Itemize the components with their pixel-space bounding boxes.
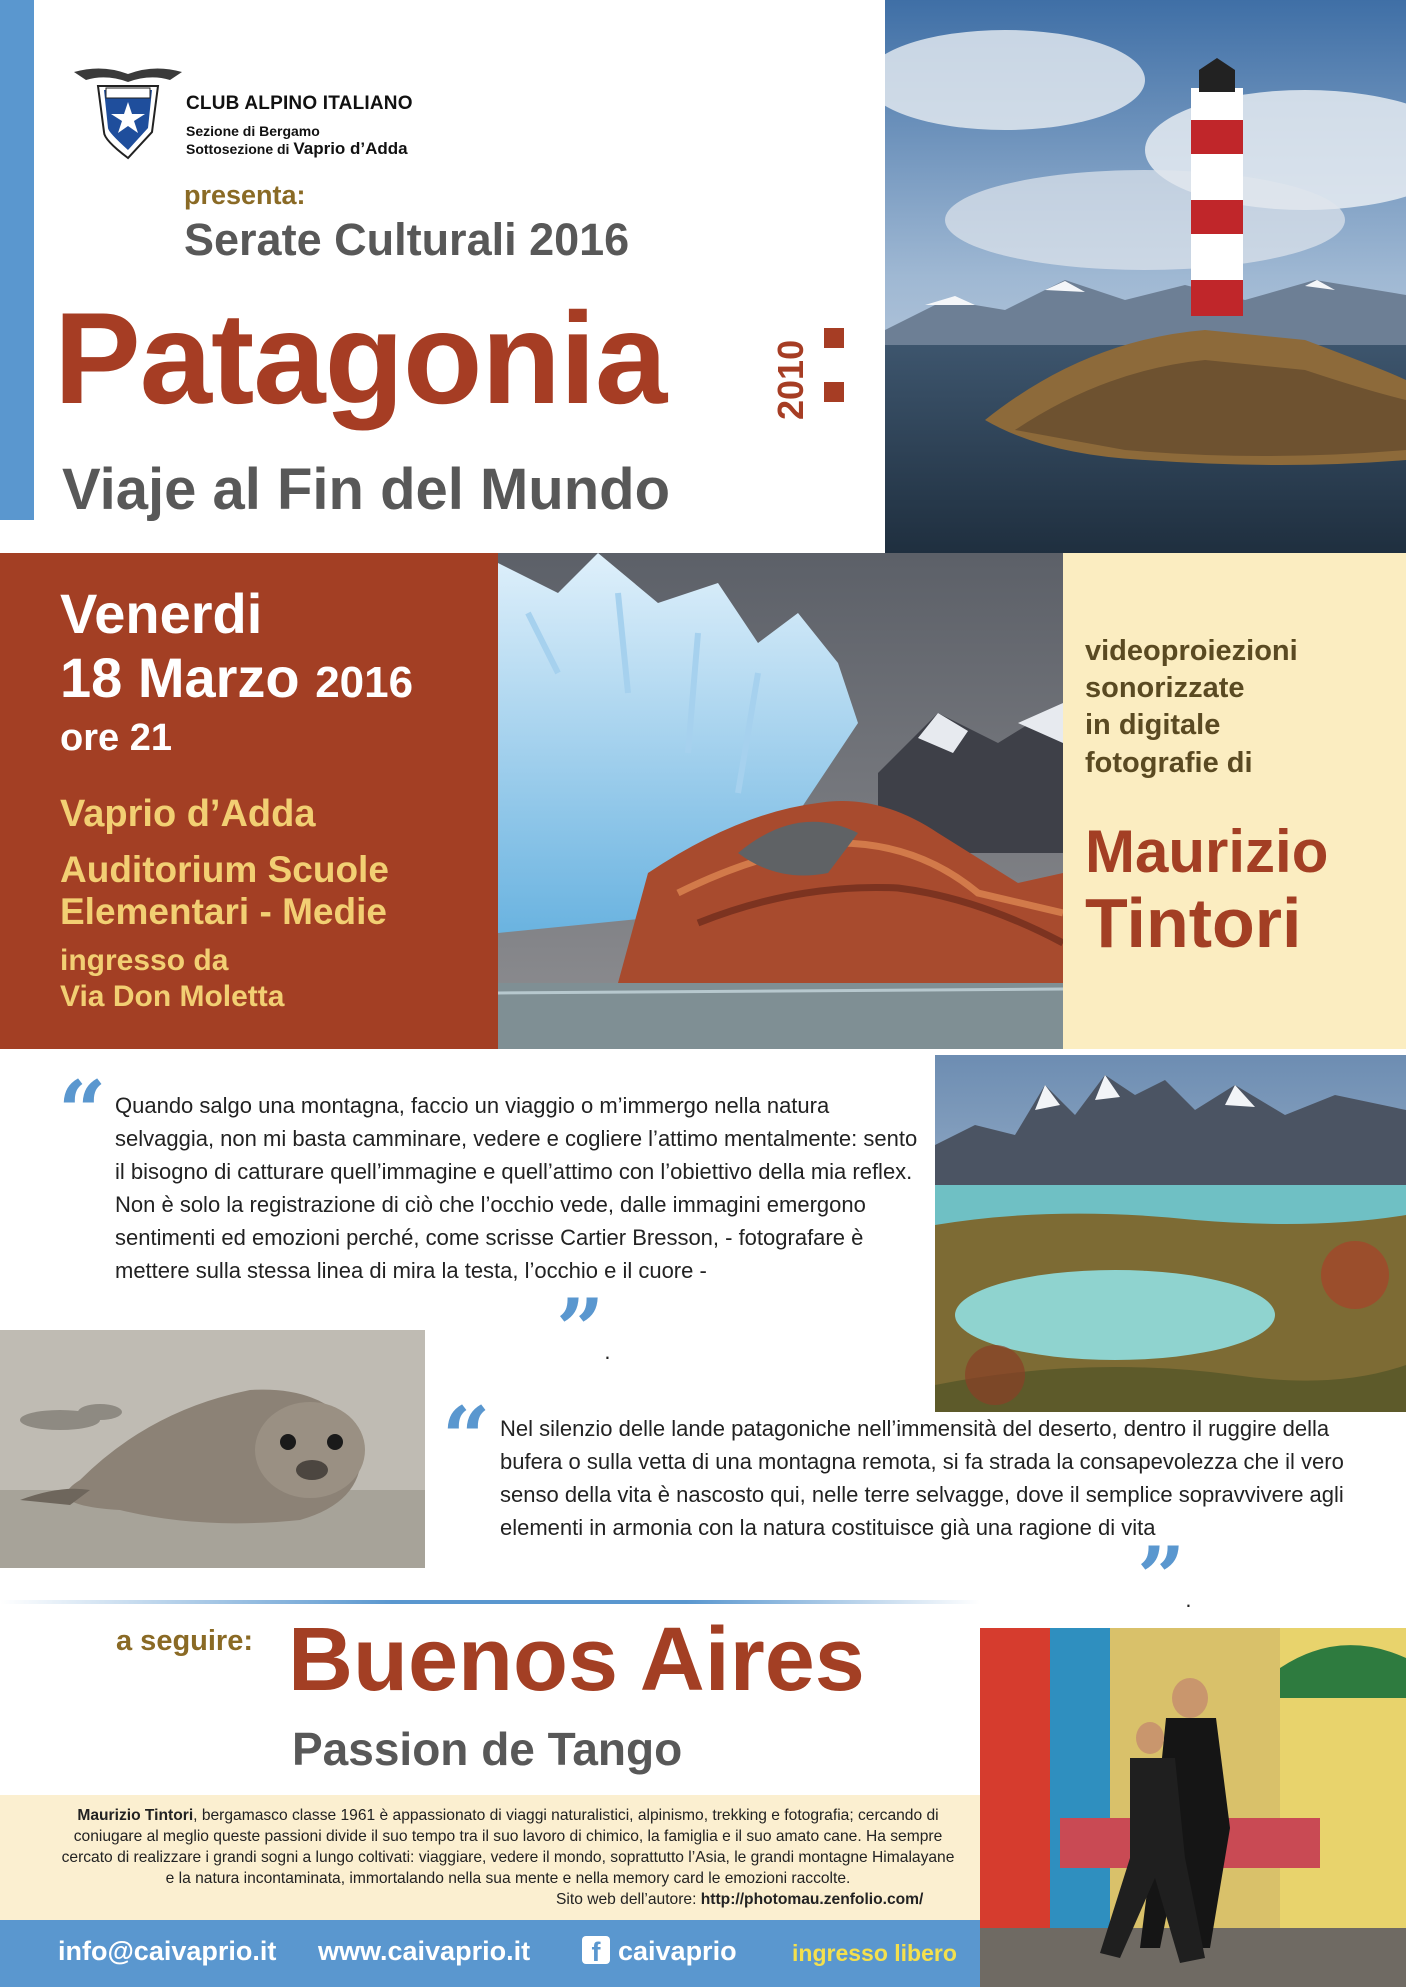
close-quote-icon-2: ”.	[1137, 1528, 1192, 1627]
projection-line-3: in digitale	[1085, 709, 1221, 741]
main-subtitle: Viaje al Fin del Mundo	[62, 457, 671, 522]
event-day: Venerdi	[60, 582, 263, 645]
presenta-label: presenta:	[184, 180, 306, 210]
accent-bar	[0, 0, 34, 520]
follow-label: a seguire:	[116, 1625, 253, 1657]
org-section	[186, 123, 408, 158]
bio-paragraph	[58, 1805, 958, 1889]
title-year-wrap	[770, 339, 850, 462]
event-venue	[60, 849, 389, 933]
cai-logo	[72, 62, 184, 162]
event-details-panel	[0, 553, 498, 1049]
projection-line-1: videoproiezioni	[1085, 635, 1298, 667]
quote-1-text: Quando salgo una montagna, faccio un viaggio o m’immergo nella natura selvaggia, non mi basta camminare, vedere e cogliere l’attimo mentalmente: sento il bisogno di catturare quell’immagine e quell’attimo con l’obiettivo della mia reflex. Non è solo la registrazione di ciò che l’occhio vede, dalle immagini emergono sentimenti ed emozioni perché, come scrisse Cartier Bresson, - fotografare è mettere sulla stessa linea di mira la testa, l’occhio e il cuore -	[115, 1093, 918, 1283]
glacier-photo	[498, 553, 1063, 1049]
lighthouse-photo	[885, 0, 1406, 553]
section-line: Sezione di Bergamo	[186, 123, 320, 139]
bio-text: , bergamasco classe 1961 è appassionato di viaggi naturalistici, alpinismo, trekking e fotografia; cercando di coniugare al meglio queste passioni divide il suo tempo tra il suo lavoro di chimico, la famiglia e il suo amato cane. Ha sempre cercato di realizzare i grandi sogni a lungo coltivati: viaggiare, vedere il mondo, soprattutto l’Asia, le grandi montagne Himalayane e la natura incontaminata, immortalando nella sua mente e nella memory card le emozioni raccolte.	[61, 1807, 955, 1887]
entry-line-1: ingresso da	[60, 944, 229, 977]
photographer-panel	[1063, 553, 1406, 1049]
event-time: ore 21	[60, 717, 172, 759]
projection-line-2: sonorizzate	[1085, 672, 1245, 704]
quote-1-end: .	[604, 1339, 611, 1364]
seal-photo	[0, 1330, 425, 1568]
quote-2	[500, 1412, 1360, 1544]
title-colon	[820, 306, 860, 426]
venue-line-2: Elementari - Medie	[60, 891, 387, 932]
venue-line-1: Auditorium Scuole	[60, 849, 389, 890]
event-place: Vaprio d’Adda	[60, 793, 316, 835]
subsection-line	[186, 140, 408, 158]
footer-facebook[interactable]: caivaprio	[618, 1936, 737, 1966]
quote-2-text: Nel silenzio delle lande patagoniche nell’immensità del deserto, dentro il ruggire della bufera o sulla vetta di una montagna remota, si fa strada la consapevolezza che il vero senso della vita è nascosto qui, nelle terre selvagge, dove il semplice sopravvivere agli elementi in armonia con la natura costituisce già una ragione di vita	[500, 1416, 1344, 1540]
footer-website[interactable]: www.caivaprio.it	[318, 1936, 531, 1966]
photographer-last-name: Tintori	[1085, 884, 1302, 962]
photos-by-label: fotografie di	[1085, 747, 1253, 779]
lake-mountains-photo	[935, 1055, 1406, 1412]
open-quote-icon-2: “	[442, 1388, 491, 1487]
subsection-place: Vaprio d’Adda	[293, 139, 408, 158]
facebook-icon[interactable]: f	[582, 1936, 610, 1964]
org-name: CLUB ALPINO ITALIANO	[186, 93, 413, 114]
photographer-first-name: Maurizio	[1085, 818, 1329, 885]
main-title: Patagonia	[54, 285, 667, 431]
follow-title: Buenos Aires	[288, 1610, 865, 1710]
projection-description	[1085, 633, 1298, 744]
series-title: Serate Culturali 2016	[184, 214, 630, 265]
open-quote-icon: “	[58, 1062, 107, 1161]
event-date-line	[60, 645, 413, 710]
bio-site-link[interactable]: http://photomau.zenfolio.com/	[700, 1891, 924, 1908]
follow-subtitle: Passion de Tango	[292, 1723, 683, 1775]
event-date: 18 Marzo	[60, 646, 300, 709]
quote-2-end: .	[1185, 1587, 1192, 1612]
quote-1	[115, 1089, 925, 1287]
title-year: 2010	[770, 339, 811, 420]
bio-name: Maurizio Tintori	[77, 1807, 194, 1824]
section-divider	[0, 1600, 980, 1604]
subsection-prefix: Sottosezione di	[186, 141, 294, 157]
entry-line-2: Via Don Moletta	[60, 980, 285, 1013]
tango-photo	[980, 1628, 1406, 1987]
event-year: 2016	[315, 658, 414, 707]
footer-email[interactable]: info@caivaprio.it	[58, 1936, 277, 1966]
footer	[0, 1920, 980, 1987]
bio-site-line	[556, 1891, 923, 1909]
close-quote-icon: ”.	[556, 1280, 611, 1379]
event-entry	[60, 943, 284, 1015]
bio-site-label: Sito web dell’autore:	[556, 1891, 701, 1908]
footer-free-entry: ingresso libero	[792, 1940, 957, 1966]
